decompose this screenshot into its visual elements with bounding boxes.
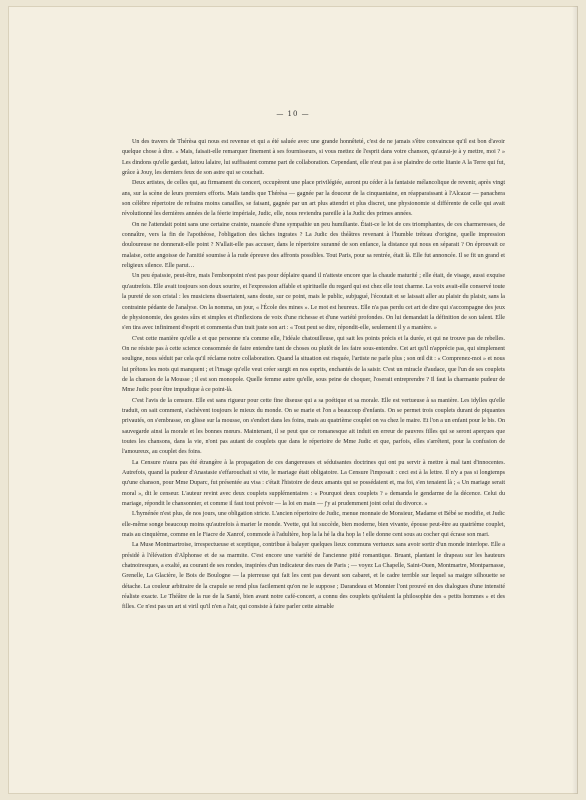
paragraph: Un des travers de Thérèsa qui nous est revenue et qui a été saluée avec une grande honnêteté, c'est de ne jamais s'être convaincue qu'il est bon d'avoir quelque chose à dire. « Mais, faisait-elle remarquer finement à ses fournisseurs, si vous mettez de l'esprit dans votre chanson, qu'aurai-je à y mettre, moi ? » Les dindons qu'elle gardait, laitou lalaire, lui suffisaient comme part de collaboration. Cependant, elle n'eut pas à se plaindre de cette litanie A la Terre qui fut, grâce à Jouy, les derniers feux de son astre qui se couchait. [122, 139, 505, 177]
paragraph: C'est cette manière qu'elle a et que personne n'a comme elle, l'idéale chatouilleuse, qui sait les points précis et la durée, et qui ne trouve pas de rebelles. On ne résiste pas à cette science consommée de faire entendre tant de choses ou plutôt de les faire sous-entendre. Cet art qu'il n'apprécie pas, qui simplement souligne, nous séduit par cela qu'il réclame notre collaboration. Quand la situation est risquée, l'artiste ne parle plus ; son œil dit : « Comprenez-moi » et nous lui prêtons les mots qui manquent ; et l'image qu'elle veut créer surgit en nos esprits, enchantés de la saisir. C'est un miracle d'audace, que l'un de ses couplets de la chanson de la Mousse ; il est son monopole. Quelle femme autre qu'elle, sous peine de choquer, l'oserait entreprendre ? Il faut la charmante pudeur de Mme Judic pour être impudique à ce point-là. [122, 335, 505, 394]
body-text [122, 137, 505, 613]
page-edge-shadow [572, 6, 578, 794]
paragraph: L'hyménée n'est plus, de nos jours, une obligation stricte. L'ancien répertoire de Judic, menue monnaie de Monsieur, Madame et Bébé se modifie, et Judic elle-même songe beaucoup moins qu'autrefois à marier le monde. Yvette, qui lui succède, bien moderne, bien vivante, épouse peut-être au quatrième couplet, mais au cinquième, comme en le Fiacre de Xanrof, commode à l'adultère, hop la la hé la dia hop la ! elle donne cent sous au cocher qui écrase son mari. [122, 511, 505, 539]
paragraph: La Muse Montmartroise, irrespectueuse et sceptique, contribue à balayer quelques lieux communs vertueux sans avoir sortir d'un monde interlope. Elle a présidé à l'élévation d'Alphonse et de sa marmite. C'est encore une variété de l'ancienne pitié romantique. Bruant, plantant le drapeau sur les hauteurs chatnoiresques, a exalté, au courant de ses rondes, inspirées d'un indicateur des rues de Paris ; — voyez La Chapelle, Saint-Ouen, Montmartre, Montparnasse, Grenelle, La Glacière, le Bois de Boulogne — la pierreuse qui fait les cent pas devant son cabaret, et le cadre terrible sur lequel sa maigre silhouette se détache. La couleur arbitraire de la crapule se rend plus facilement qu'on ne le suppose ; Darandeau et Monnier l'ont prouvé en des dialogues d'une intensité réaliste exacte. Le Théâtre de la rue de la Santé, bien avant notre café-concert, a connu des couplets qu'étalent la philosophie des « petits hommes » et des filles. Ce n'est pas un art si viril qu'il n'en a l'air, qui consiste à faire parler cette aimable [122, 542, 505, 611]
paragraph: Un peu épaissie, peut-être, mais l'embonpoint n'est pas pour déplaire quand il n'atteste encore que la chaude maturité ; elle était, de visage, aussi exquise qu'autrefois. Elle avait toujours son doux sourire, et l'expression affable et spirituelle du regard qui est chez elle tout charme. La voix avait-elle conservé toute la pureté de son cristal : les musiciens dissertaient, sans doute, sur ce point, mais le public, subjugué, l'écoutait et se laissait aller au plaisir du plaisir, sans la contrainte pédante de l'analyse. On la nomma, un jour, « l'École des mines ». Le mot est heureux. Elle n'a pas perdu cet art de dire qui s'accompagne des jeux de physionomie, des gestes sûrs et simples et d'inflexions de voix d'une richesse et d'une variété profondes. On lui demandait la définition de son talent. Elle s'en tira avec infiniment d'esprit et commenta d'un trait juste son art : « Tout peut se dire, répondit-elle, seulement il y a manière. » [122, 273, 505, 332]
page-sheet [8, 6, 578, 794]
paragraph: Deux artistes, de celles qui, au firmament du concert, occupèrent une place privilégiée, auront pu céder à la fantaisie mélancolique de revenir, après vingt ans, sur la scène de leurs premiers efforts. Mais tandis que Thérèsa — gagnée par la douceur de la cinquantaine, en réapparaissant à l'Alcazar — panachera son célèbre répertoire de refrains moins canailles, se faisant, gagnée par un art plus attendri et plus discret, une physionomie si différente de celle qui avait révolutionné les dernières années de la féerie impériale, Judic, elle, nous reviendra pareille à la Judic des primes années. [122, 180, 505, 218]
paragraph: C'est l'avis de la censure. Elle est sans rigueur pour cette fine diseuse qui a sa poétique et sa morale. Elle est vertueuse à sa manière. Les idylles qu'elle traduit, on sait comment, s'achèvent toujours le mieux du monde. On se marie et l'on a beaucoup d'enfants. On se permet trois couplets durant de piquantes privautés, on s'embrasse, on glisse sur la mousse, on s'endort dans les foins, mais au quatrième couplet on va chez le maire. Et l'on a un enfant pour le bis. On sauvegarde ainsi la morale et les bonnes mœurs. Maintenant, il se peut que ce romanesque ait induit en erreur de pauvres filles qui se seront aperçues que toutes les chansons, dans la vie, n'ont pas autant de couplets que dans le répertoire de Mme Judic et que, parfois, elles s'arrêtent, pour la confusion de l'amoureux, au couplet des foins. [122, 397, 505, 456]
paragraph: La Censure n'aura pas été étrangère à la propagation de ces dangereuses et séduisantes doctrines qui ont pu servir à mettre à mal tant d'innocentes. Autrefois, quand la pudeur d'Anastasie s'effarouchait si vite, le mariage était obligatoire. La Censure l'imposait : ceci est à la lettre. Il n'y a pas si longtemps qu'une chanson, pour Mme Duparc, fut présentée au visa : c'était l'histoire de deux amants qui se possédaient et, ma foi, s'en tenaient là ; « Un mariage serait moral », dit le censeur. L'auteur revint avec deux couplets supplémentaires : « Pourquoi deux couplets ? » demanda le gendarme de la décence. Celui du mariage, répondit le chansonnier, et comme il faut tout prévoir — la loi en main — j'y ai prudemment joint celui du divorce. » [122, 459, 505, 508]
paragraph: On ne l'attendait point sans une certaine crainte, nuancée d'une sympathie un peu humiliante. Était-ce le lot de ces triomphantes, de ces charmeresses, de connaître, vers la fin de l'apothéose, l'obligation des tâches ingrates ? La Judic des théâtres revenant à l'humble tréteau d'origine, quelle impression douloureuse ne donnerait-elle point ? N'allait-elle pas accuser, dans le répertoire suranné de son enfance, la distance qui nous en séparait ? On éprouvait ce malaise, cette angoisse de l'amitié soumise à la rude épreuve des affronts possibles. Tout Paris, pour sa rentrée, était là. Elle fut annoncée. Il se fit un grand et religieux silence. Elle parut… [122, 221, 505, 270]
page-number: — 10 — [276, 110, 310, 118]
